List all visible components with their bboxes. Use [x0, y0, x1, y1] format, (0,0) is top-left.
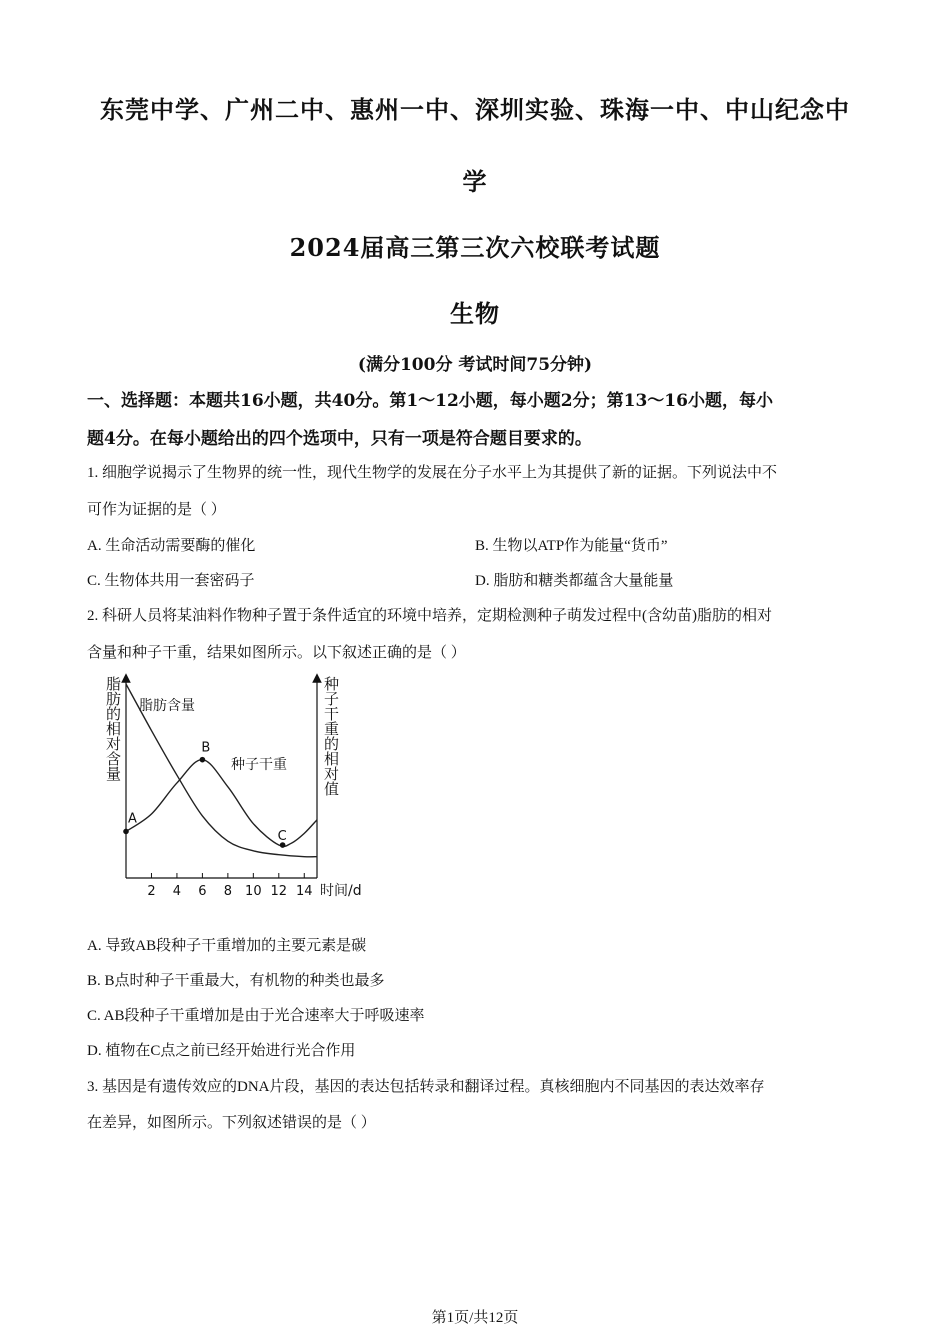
q2-option-a: A. 导致AB段种子干重增加的主要元素是碳	[87, 938, 367, 954]
x-tick-label: 6	[198, 884, 207, 899]
schools-title-line2: 学	[462, 167, 488, 196]
point-a-marker	[123, 829, 129, 835]
q2-option-c: C. AB段种子干重增加是由于光合速率大于呼吸速率	[87, 1008, 425, 1024]
right-axis-label: 种子干重的相对值	[322, 676, 340, 796]
section-heading-line2: 题4分。在每小题给出的四个选项中，只有一项是符合题目要求的。	[87, 429, 592, 449]
q1-option-a: A. 生命活动需要酶的催化	[87, 538, 256, 554]
q2-option-d: D. 植物在C点之前已经开始进行光合作用	[87, 1043, 356, 1059]
point-c-label: C	[277, 829, 287, 845]
page-number: 第1页/共12页	[431, 1310, 519, 1326]
q3-stem-line1: 3. 基因是有遗传效应的DNA片段，基因的表达包括转录和翻译过程。真核细胞内不同基因的表达效率存	[87, 1079, 765, 1095]
q3-stem-line2: 在差异，如图所示。下列叙述错误的是（ ）	[87, 1115, 376, 1131]
point-a-label: A	[128, 811, 137, 827]
q1-option-d: D. 脂肪和糖类都蕴含大量能量	[475, 573, 674, 589]
q2-stem-line2: 含量和种子干重，结果如图所示。以下叙述正确的是（ ）	[87, 645, 466, 661]
q2-option-b: B. B点时种子干重最大，有机物的种类也最多	[87, 973, 385, 989]
point-b-marker	[200, 757, 206, 763]
x-tick-label: 2	[147, 884, 156, 899]
q2-chart	[95, 670, 385, 905]
x-tick-label: 8	[223, 884, 233, 899]
q1-option-b: B. 生物以ATP作为能量“货币”	[475, 538, 668, 554]
q2-stem-line1: 2. 科研人员将某油料作物种子置于条件适宜的环境中培养，定期检测种子萌发过程中(含幼苗)脂肪的相对	[87, 608, 772, 624]
q1-option-c: C. 生物体共用一套密码子	[87, 573, 255, 589]
x-tick-label: 4	[172, 884, 182, 899]
schools-title-line1: 东莞中学、广州二中、惠州一中、深圳实验、珠海一中、中山纪念中	[100, 95, 850, 124]
left-axis-label: 脂肪的相对含量	[104, 676, 122, 781]
q1-stem-line1: 1. 细胞学说揭示了生物界的统一性，现代生物学的发展在分子水平上为其提供了新的证据。下列说法中不	[87, 465, 778, 481]
section-heading-line1: 一、选择题：本题共16小题，共40分。第1～12小题，每小题2分；第13～16小题，每小	[87, 391, 773, 411]
exam-title: 2024届高三第三次六校联考试题	[289, 233, 661, 262]
q1-stem-line2: 可作为证据的是（ ）	[87, 502, 226, 518]
subject-title: 生物	[450, 299, 500, 328]
exam-info: (满分100分 考试时间75分钟)	[357, 355, 593, 375]
x-tick-label: 10	[245, 884, 262, 899]
fat-series-label: 脂肪含量	[139, 698, 195, 714]
point-b-label: B	[201, 740, 211, 756]
weight-series-label: 种子干重	[231, 757, 287, 773]
x-tick-label: 14	[295, 884, 313, 899]
dry-weight-curve	[126, 760, 317, 847]
x-axis-label: 时间/d	[320, 883, 362, 899]
x-tick-label: 12	[270, 884, 288, 899]
